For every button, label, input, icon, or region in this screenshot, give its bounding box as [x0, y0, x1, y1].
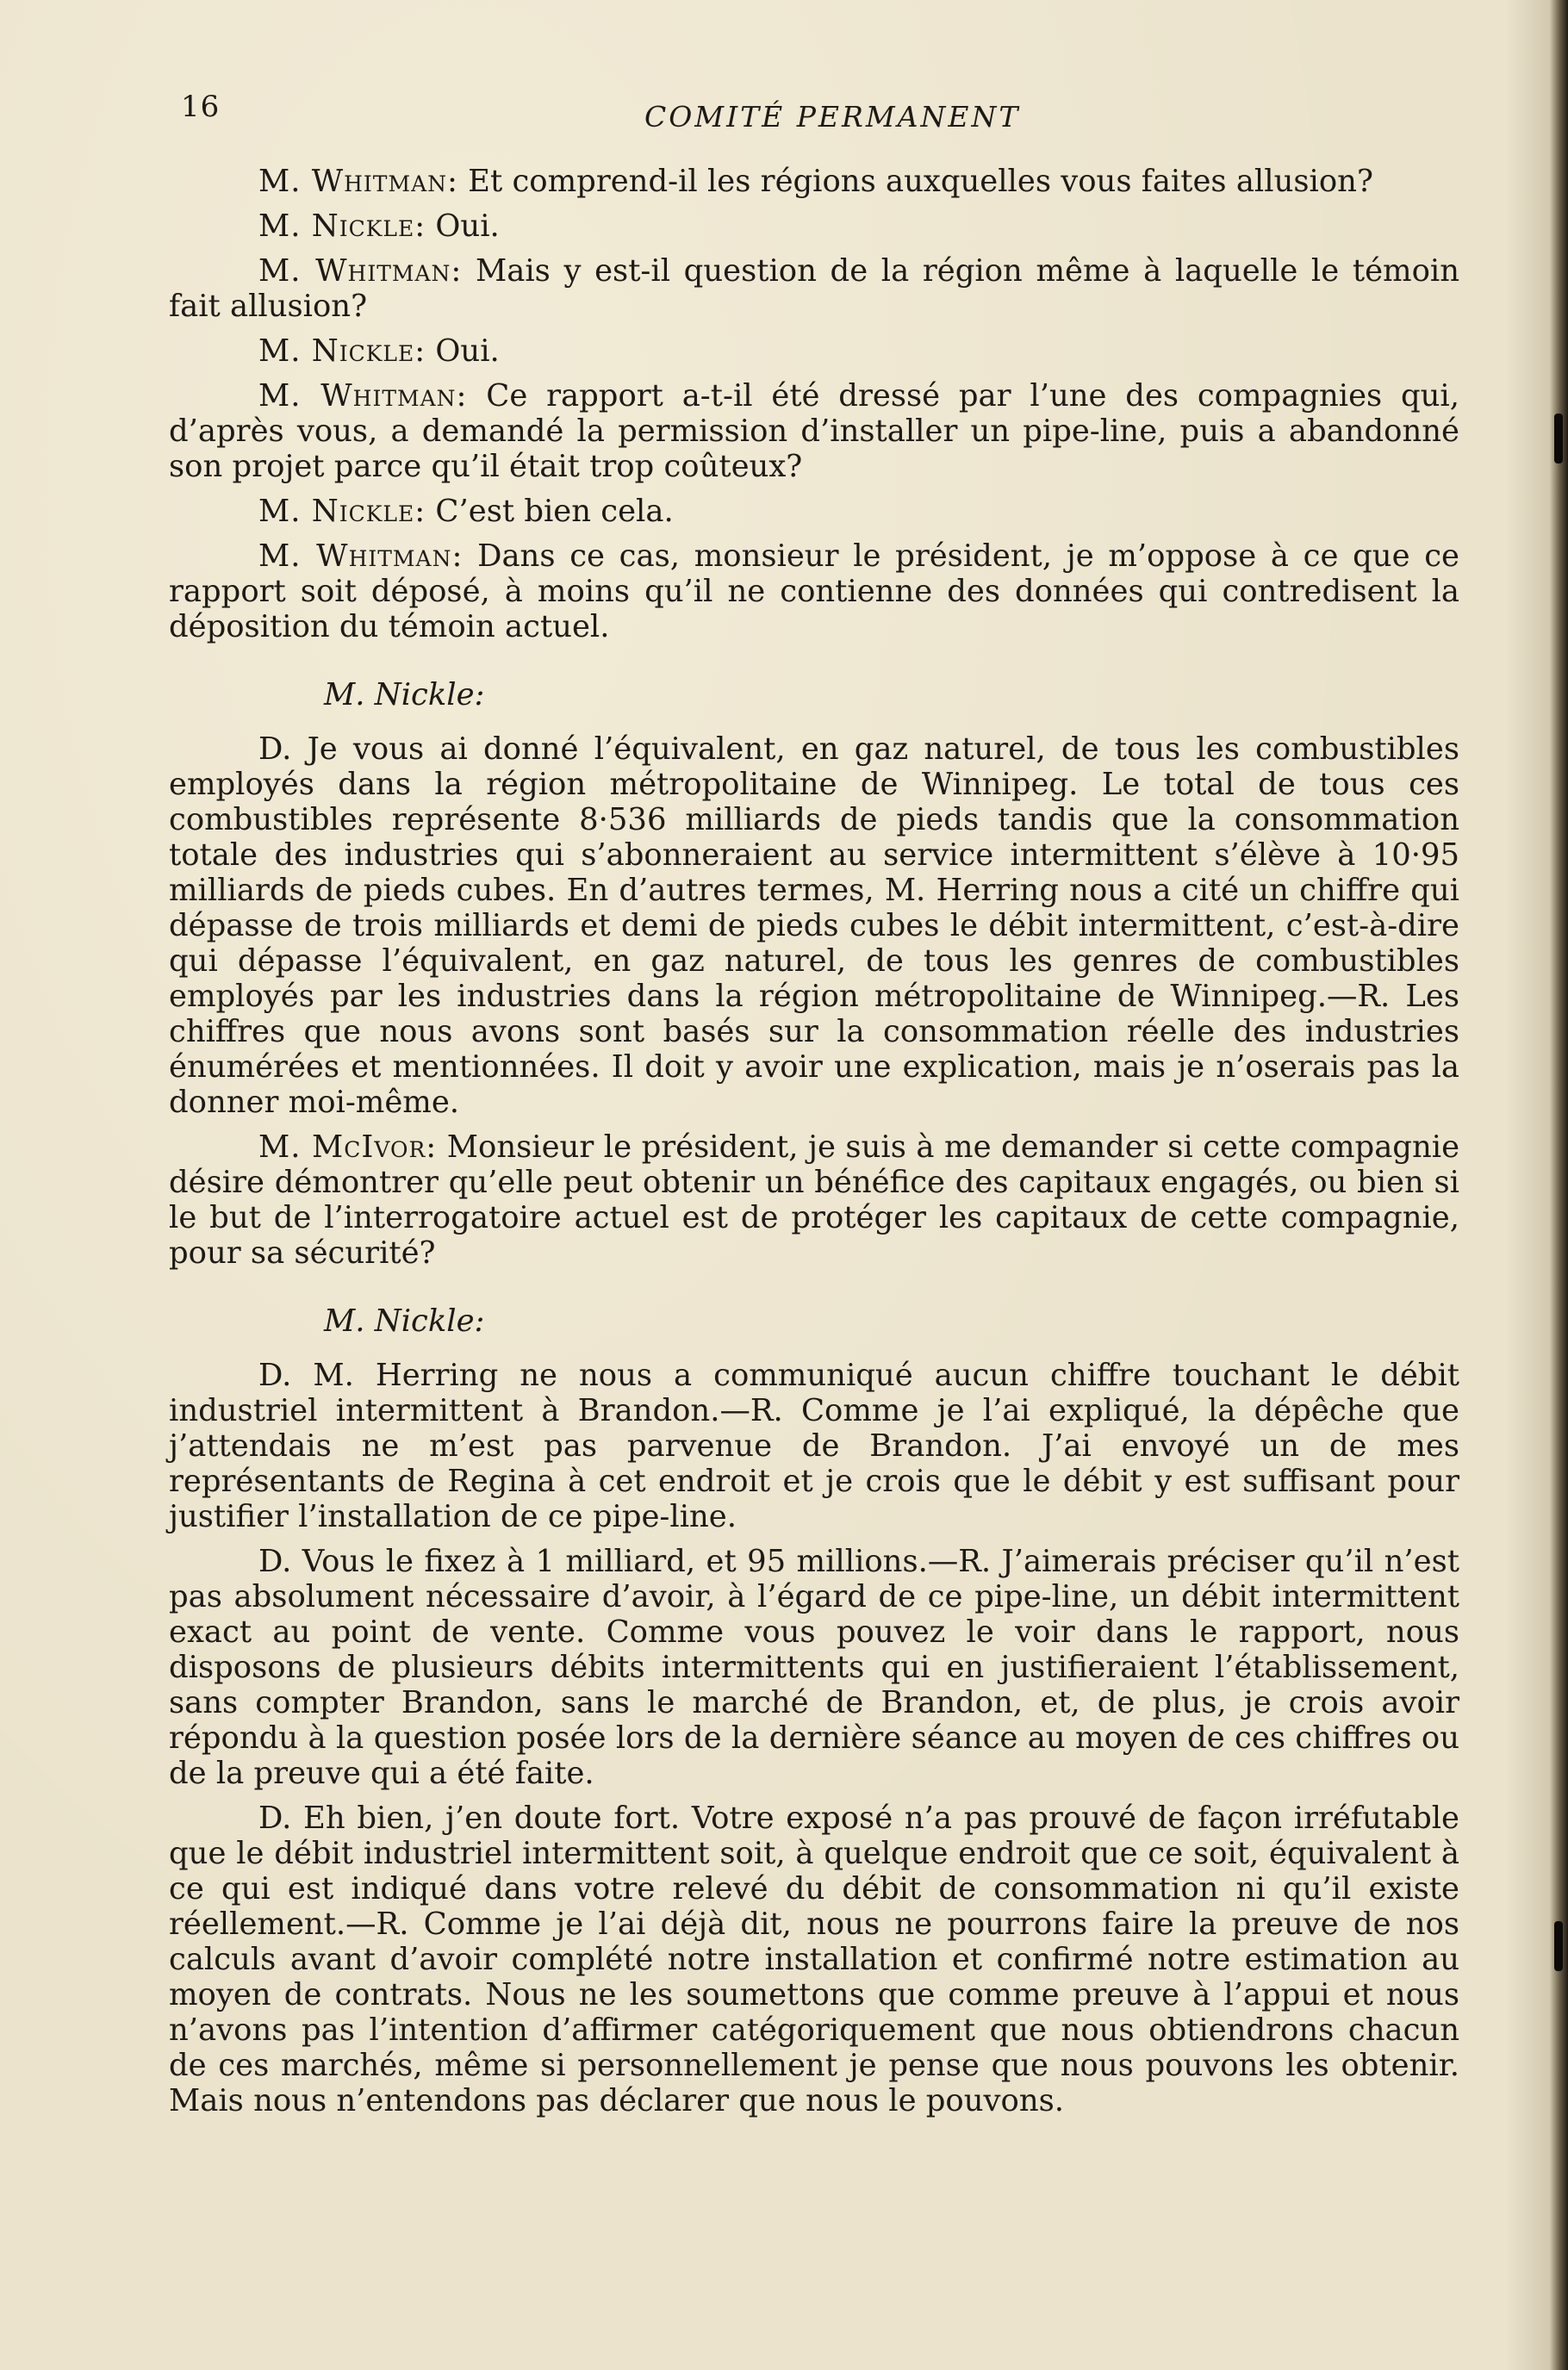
exchange-paragraph	[169, 164, 1459, 199]
paragraph-text: Oui.	[435, 333, 500, 369]
examiner-heading: M. Nickle:	[324, 1303, 485, 1339]
exchange-paragraph	[169, 1129, 1459, 1271]
paragraph-text: Et comprend-il les régions auxquelles vous faites allusion?	[468, 164, 1373, 199]
speaker-label: M. McIvor:	[258, 1129, 438, 1165]
edge-mark	[1554, 414, 1563, 463]
edge-mark	[1554, 1921, 1563, 1971]
paragraph-text: Dans ce cas, monsieur le président, je m’oppose à ce que ce rapport soit déposé, à moins qu’il ne contienne des données qui contredisent la déposition du témoin actuel.	[169, 538, 1460, 644]
running-title: COMITÉ PERMANENT	[644, 100, 1021, 134]
exchange-paragraph	[169, 253, 1459, 324]
exchange-paragraph	[169, 378, 1459, 484]
speaker-label: M. Whitman:	[258, 253, 463, 289]
question-answer-paragraph: D. Vous le fixez à 1 milliard, et 95 millions.—R. J’aimerais préciser qu’il n’est pas absolument nécessaire d’avoir, à l’égard de ce pipe-line, un débit intermittent exact au point de vente. Comme vous pouvez le voir dans le rapport, nous disposons de plusieurs débits intermittents qui en justifieraient l’établissement, sans compter Brandon, sans le marché de Brandon, et, de plus, je crois avoir répondu à la question posée lors de la dernière séance au moyen de ces chiffres ou de la preuve qui a été faite.	[169, 1544, 1459, 1791]
paragraph-text: Monsieur le président, je suis à me demander si cette compagnie désire démontrer qu’elle peut obtenir un bénéfice des capitaux engagés, ou bien si le but de l’interrogatoire actuel est de protéger les capitaux de cette compagnie, pour sa sécurité?	[169, 1129, 1460, 1271]
exchange-paragraph	[169, 333, 1459, 369]
speaker-label: M. Nickle:	[258, 333, 426, 369]
speaker-label: M. Nickle:	[258, 494, 426, 529]
question-answer-paragraph: D. Je vous ai donné l’équivalent, en gaz naturel, de tous les combustibles employés dans la région métropolitaine de Winnipeg. Le total de tous ces combustibles représente 8·536 milliards de pieds tandis que la consommation totale des industries qui s’abonneraient au service intermittent s’élève à 10·95 milliards de pieds cubes. En d’autres termes, M. Herring nous a cité un chiffre qui dépasse de trois milliards et demi de pieds cubes le débit intermittent, c’est-à-dire qui dépasse l’équivalent, en gaz naturel, de tous les genres de combustibles employés par les industries dans la région métropolitaine de Winnipeg.—R. Les chiffres que nous avons sont basés sur la consommation réelle des industries énumérées et mentionnées. Il doit y avoir une explication, mais je n’oserais pas la donner moi-même.	[169, 731, 1459, 1120]
question-answer-paragraph: D. Eh bien, j’en doute fort. Votre exposé n’a pas prouvé de façon irréfutable que le débit industriel intermittent soit, à quelque endroit que ce soit, équivalent à ce qui est indiqué dans votre relevé du débit de consommation ni qu’il existe réellement.—R. Comme je l’ai déjà dit, nous ne pourrons faire la preuve de nos calculs avant d’avoir complété notre installation et confirmé notre estimation au moyen de contrats. Nous ne les soumettons que comme preuve à l’appui et nous n’avons pas l’intention d’affirmer catégoriquement que nous obtiendrons chacun de ces marchés, même si personnellement je pense que nous pouvons les obtenir. Mais nous n’entendons pas déclarer que nous le pouvons.	[169, 1801, 1459, 2118]
paragraph-text: Mais y est-il question de la région même à laquelle le témoin fait allusion?	[169, 253, 1459, 324]
question-answer-paragraph: D. M. Herring ne nous a communiqué aucun chiffre touchant le débit industriel intermittent à Brandon.—R. Comme je l’ai expliqué, la dépêche que j’attendais ne m’est pas parvenue de Brandon. J’ai envoyé un de mes représentants de Regina à cet endroit et je crois que le débit y est suffisant pour justifier l’installation de ce pipe-line.	[169, 1358, 1459, 1534]
paragraph-text: Ce rapport a-t-il été dressé par l’une des compagnies qui, d’après vous, a demandé la permission d’installer un pipe-line, puis a abandonné son projet parce qu’il était trop coûteux?	[169, 378, 1459, 484]
page-number: 16	[181, 90, 221, 124]
speaker-label: M. Whitman:	[258, 164, 458, 199]
exchange-paragraph	[169, 538, 1459, 644]
speaker-label: M. Nickle:	[258, 208, 426, 244]
speaker-label: M. Whitman:	[258, 378, 468, 414]
transcript-body	[169, 164, 1459, 2128]
page-edge-shadow	[1549, 0, 1568, 2370]
exchange-paragraph	[169, 494, 1459, 529]
examiner-heading: M. Nickle:	[324, 677, 485, 712]
speaker-label: M. Whitman:	[258, 538, 464, 574]
paragraph-text: Oui.	[435, 208, 500, 244]
paragraph-text: C’est bien cela.	[435, 494, 674, 529]
exchange-paragraph	[169, 208, 1459, 244]
